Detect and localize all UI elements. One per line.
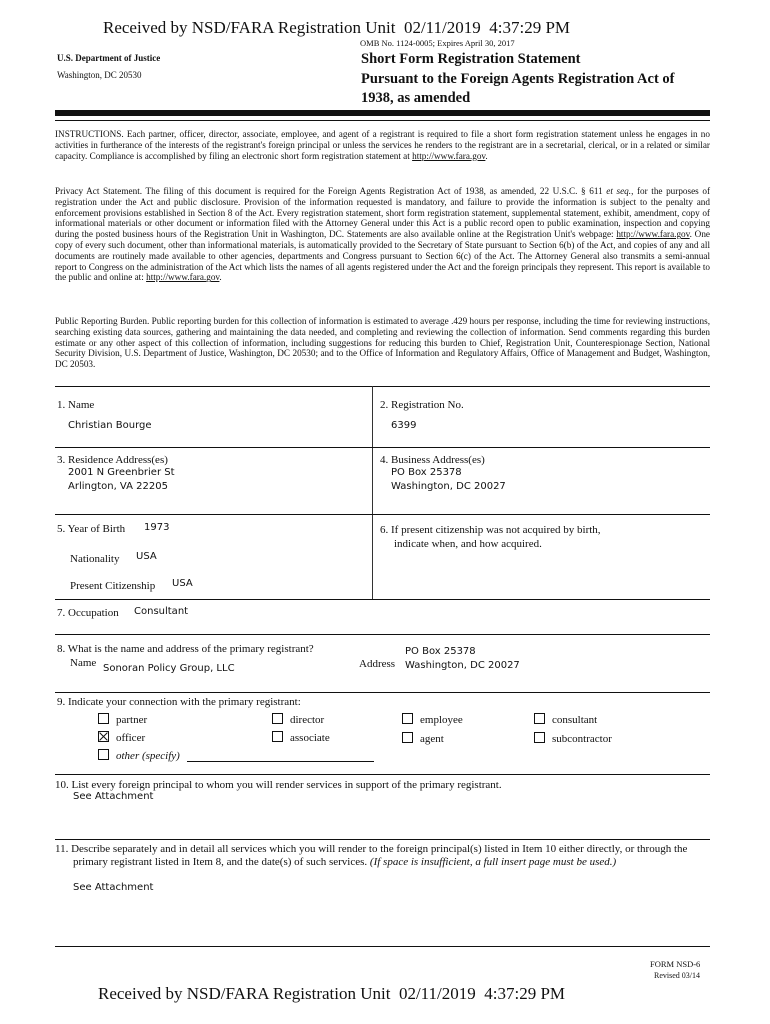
checkbox-officer-box[interactable] [98,731,109,742]
form-number: FORM NSD-6 [650,959,701,969]
checkbox-consultant-label: consultant [552,714,598,726]
checkbox-employee-label: employee [420,714,463,726]
instructions-text [55,129,710,161]
checkbox-director-label: director [290,714,325,726]
field-10-value[interactable]: See Attachment [73,791,154,802]
field-8-address-line1: PO Box 25378 [405,646,476,657]
privacy-link-2[interactable]: http://www.fara.gov [146,272,220,283]
other-specify-line[interactable] [187,761,374,762]
field-11-label-text: 11. Describe separately and in detail all services which you will render to the foreign principal(s) listed in Item 10 either directly, or through the primary registrant listed in Item 8, and the date(s) of such services. [55,843,688,868]
public-reporting-burden: Public Reporting Burden. Public reporting burden for this collection of information is estimated to average .429 hours per response, including the time for reviewing instructions, searching existing data sources, gathering and maintaining the data needed, and completing and reviewing the collection of information. Send comments regarding this burden estimate or any other aspect of this collection of information, including suggestions for reducing this burden to Chief, Registration Unit, Counterespionage Section, National Security Division, U.S. Department of Justice, Washington, DC 20530; and to the Office of Information and Regulatory Affairs, Office of Management and Budget, Washington, DC 20503. [55,316,710,370]
field-6-label-line1: 6. If present citizenship was not acquired by birth, [380,524,601,536]
checkbox-agent-label: agent [420,733,444,745]
field-11-value[interactable]: See Attachment [73,882,154,893]
field-3-line1: 2001 N Greenbrier St [68,467,175,478]
checkbox-associate[interactable] [272,731,330,744]
row-rule-3 [55,599,710,600]
checkbox-consultant[interactable] [534,713,597,726]
privacy-text-a: Privacy Act Statement. The filing of this document is required for the Foreign Agents Registration Act of 1938, as amended, 22 U.S.C. § 611 [55,186,603,196]
field-11-label [55,843,723,869]
checkbox-other[interactable] [98,749,180,762]
checkbox-partner-box[interactable] [98,713,109,724]
field-5-year-of-birth[interactable]: 1973 [144,522,170,533]
checkbox-officer[interactable] [98,731,145,744]
field-1-label: 1. Name [57,399,95,411]
privacy-statement [55,186,710,283]
checkbox-subcontractor-box[interactable] [534,732,545,743]
field-3-line2: Arlington, VA 22205 [68,481,168,492]
citizenship-label: Present Citizenship [70,580,156,592]
omb-number: OMB No. 1124-0005; Expires April 30, 2017 [360,38,515,48]
checkbox-subcontractor-label: subcontractor [552,733,612,745]
checkbox-other-box[interactable] [98,749,109,760]
received-stamp-bottom: Received by NSD/FARA Registration Unit 02/11/2019 4:37:29 PM [98,984,566,1003]
row-rule-4 [55,634,710,635]
checkbox-consultant-box[interactable] [534,713,545,724]
field-4-label: 4. Business Address(es) [380,454,485,466]
field-2-label: 2. Registration No. [380,399,464,411]
received-stamp-top: Received by NSD/FARA Registration Unit 02/11/2019 4:37:29 PM [103,18,571,37]
field-2-registration-no[interactable]: 6399 [391,420,417,431]
checkbox-partner-label: partner [116,714,148,726]
field-8-name-label: Name [70,657,97,669]
checkbox-officer-label: officer [116,732,146,744]
field-7-occupation[interactable]: Consultant [134,606,189,617]
instructions-link[interactable]: http://www.fara.gov [412,150,486,161]
privacy-text-b: , for the purposes of registration under the Act and public disclosure. Provision of the information requested is mandatory, and failure to provide the information is subject to the penalty and enforcement provisions established in Section 8 of the Act. Every registration statement, short form registration statement, supplemental statement, exhibit, amendment, copy of informational materials or other document or information filed with the Attorney General under this Act is a public record open to public examination, inspection and copying during the posted business hours of the Registration Unit in Washington, DC. Statements are also available online at the Registration Unit's webpage: [55,186,711,240]
field-8-name-value[interactable]: Sonoran Policy Group, LLC [103,663,235,674]
column-divider [372,386,373,599]
department-name: U.S. Department of Justice [57,53,161,63]
checkbox-director-box[interactable] [272,713,283,724]
row-rule-5 [55,692,710,693]
form-title [361,50,674,109]
field-9-label: 9. Indicate your connection with the primary registrant: [57,696,301,708]
form-revised: Revised 03/14 [654,971,700,980]
checkbox-employee-box[interactable] [402,713,413,724]
form-title-line3: 1938, as amended [361,90,471,106]
nationality-value[interactable]: USA [136,551,157,562]
field-11-label-note: (If space is insufficient, a full insert page must be used.) [369,856,617,868]
row-rule-6 [55,774,710,775]
row-rule-7 [55,839,710,840]
checkbox-director[interactable] [272,713,324,726]
field-3-label: 3. Residence Address(es) [57,454,168,466]
field-8-address-line2: Washington, DC 20027 [405,660,520,671]
checkbox-subcontractor[interactable] [534,732,612,745]
nationality-label: Nationality [70,553,120,565]
field-5-label: 5. Year of Birth [57,523,126,535]
row-rule-1 [55,447,710,448]
field-3-residence-address[interactable] [68,466,175,494]
privacy-end: . [219,272,222,283]
checkbox-other-label: other (specify) [116,750,180,762]
checkbox-employee[interactable] [402,713,463,726]
field-10-label: 10. List every foreign principal to whom you will render services in support of the primary registrant. [55,779,502,791]
checkbox-associate-box[interactable] [272,731,283,742]
instructions-body: INSTRUCTIONS. Each partner, officer, director, associate, employee, and agent of a registrant is required to file a short form registration statement unless he engages in no activities in furtherance of the interests of the registrant's foreign principal or unless the services he renders to the registrant are in a secretarial, clerical, or in a related or similar capacity. Compliance is accomplished by filing an electronic short form registration statement at [55,129,710,161]
header-rule [55,110,710,116]
privacy-link-1[interactable]: http://www.fara.gov [616,229,690,240]
privacy-text-c: . One copy of every such document, other than informational materials, is automatically provided to the Secretary of State pursuant to Section 6(b) of the Act, and copies of any and all documents are routinely made available to other agencies, departments and Congress pursuant to Section 6(c) of the Act. The Attorney General also transmits a semi-annual report to Congress on the administration of the Act which lists the names of all agents registered under the Act and the foreign principals they represent. This report is available to the public and online at: [55,229,710,283]
field-4-line2: Washington, DC 20027 [391,481,506,492]
form-title-line2: Pursuant to the Foreign Agents Registration Act of [361,70,675,87]
field-8-address-label: Address [359,658,396,670]
field-8-address-value[interactable] [405,645,520,673]
field-4-business-address[interactable] [391,466,506,494]
checkbox-agent[interactable] [402,732,444,745]
field-4-line1: PO Box 25378 [391,467,462,478]
field-8-label: 8. What is the name and address of the primary registrant? [57,643,314,655]
department-location: Washington, DC 20530 [57,70,142,80]
row-rule-8 [55,946,710,947]
form-title-line1: Short Form Registration Statement [361,51,581,67]
privacy-etseq: et seq. [606,186,632,196]
checkbox-partner[interactable] [98,713,147,726]
field-6-label-line2: indicate when, and how acquired. [394,538,542,550]
citizenship-value[interactable]: USA [172,578,193,589]
instructions-end: . [485,150,488,161]
row-rule-2 [55,514,710,515]
checkbox-associate-label: associate [290,732,330,744]
field-6-label [380,523,601,551]
header-rule-thin [55,120,710,121]
checkbox-agent-box[interactable] [402,732,413,743]
field-1-name[interactable]: Christian Bourge [68,420,152,431]
field-7-label: 7. Occupation [57,607,119,619]
form-top-rule [55,386,710,387]
